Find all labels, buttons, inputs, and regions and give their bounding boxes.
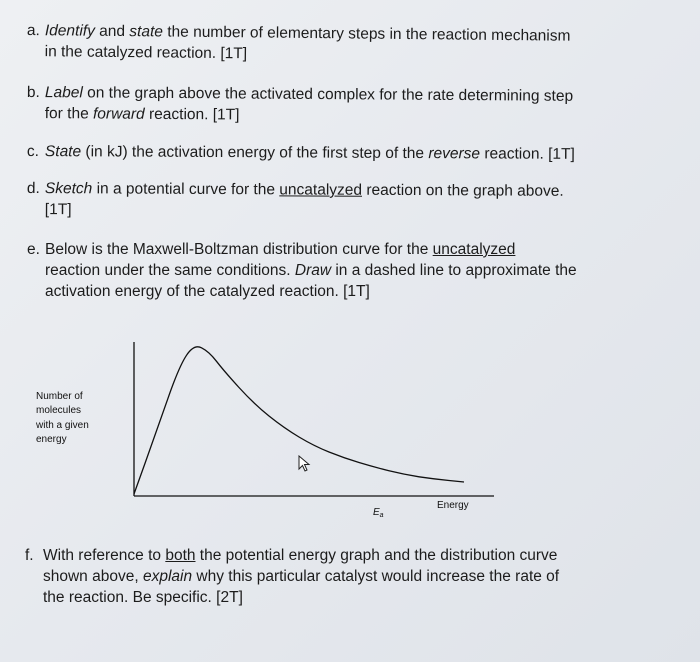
question-b-text-2c: reaction. [1T] <box>144 105 240 124</box>
question-e-draw: Draw <box>294 262 332 279</box>
question-f-explain: explain <box>142 568 193 585</box>
question-f-text-2: the potential energy graph and the distribution curve <box>195 547 558 564</box>
question-a-identify: Identify <box>44 22 95 40</box>
y-label-line-4: energy <box>36 434 67 445</box>
question-c-text-1: (in kJ) the activation energy of the first step of the <box>81 143 429 163</box>
question-a-text-1: the number of elementary steps in the reaction mechanism <box>162 23 571 45</box>
question-f-both: both <box>165 547 196 564</box>
y-label-line-3: with a given <box>36 420 89 431</box>
question-a-label: a. <box>26 21 40 40</box>
question-d-text-1: in a potential curve for the <box>92 180 280 199</box>
question-e-label: e. <box>27 241 40 258</box>
question-f-text-3a: shown above, <box>43 568 143 585</box>
x-label: Energy <box>437 500 469 511</box>
question-a-text-and: and <box>94 22 130 41</box>
question-d-text-2: reaction on the graph above. <box>361 181 564 200</box>
ea-label: $E_a$ <box>373 507 384 519</box>
question-b-label-word: Label <box>44 84 83 102</box>
mouse-cursor-icon <box>298 455 312 473</box>
question-d-uncatalyzed: uncatalyzed <box>279 181 363 199</box>
question-c-reverse: reverse <box>428 145 481 163</box>
question-c-text-2: reaction. [1T] <box>479 145 575 163</box>
y-label-line-1: Number of <box>36 391 83 402</box>
question-b-label: b. <box>26 83 40 102</box>
question-b-text-1: on the graph above the activated complex for the rate determining step <box>82 84 574 105</box>
question-c-label: c. <box>26 142 40 161</box>
question-b-text-2a: for the <box>44 105 94 123</box>
y-label-line-2: molecules <box>36 405 82 416</box>
question-e-uncatalyzed: uncatalyzed <box>432 241 516 258</box>
question-e-text-3: activation energy of the catalyzed reaction. [1T] <box>45 283 370 300</box>
question-f-text-1: With reference to <box>43 547 166 564</box>
question-e-text-2a: reaction under the same conditions. <box>45 262 295 279</box>
question-b-forward: forward <box>92 105 145 123</box>
question-f-text-4: the reaction. Be specific. [2T] <box>43 589 243 606</box>
question-d-sketch: Sketch <box>44 180 93 198</box>
question-e-text-2c: in a dashed line to approximate the <box>331 262 577 279</box>
question-a-text-2: in the catalyzed reaction. [1T] <box>44 43 248 63</box>
question-d-label: d. <box>26 179 40 198</box>
question-f <box>25 545 665 608</box>
question-c-state: State <box>44 143 82 161</box>
question-f-label: f. <box>25 547 34 564</box>
question-d-points: [1T] <box>44 201 72 219</box>
question-e-text-1: Below is the Maxwell-Boltzman distribution curve for the <box>45 241 433 258</box>
question-a-state: state <box>129 23 164 41</box>
question-f-text-3c: why this particular catalyst would increase the rate of <box>192 568 560 585</box>
